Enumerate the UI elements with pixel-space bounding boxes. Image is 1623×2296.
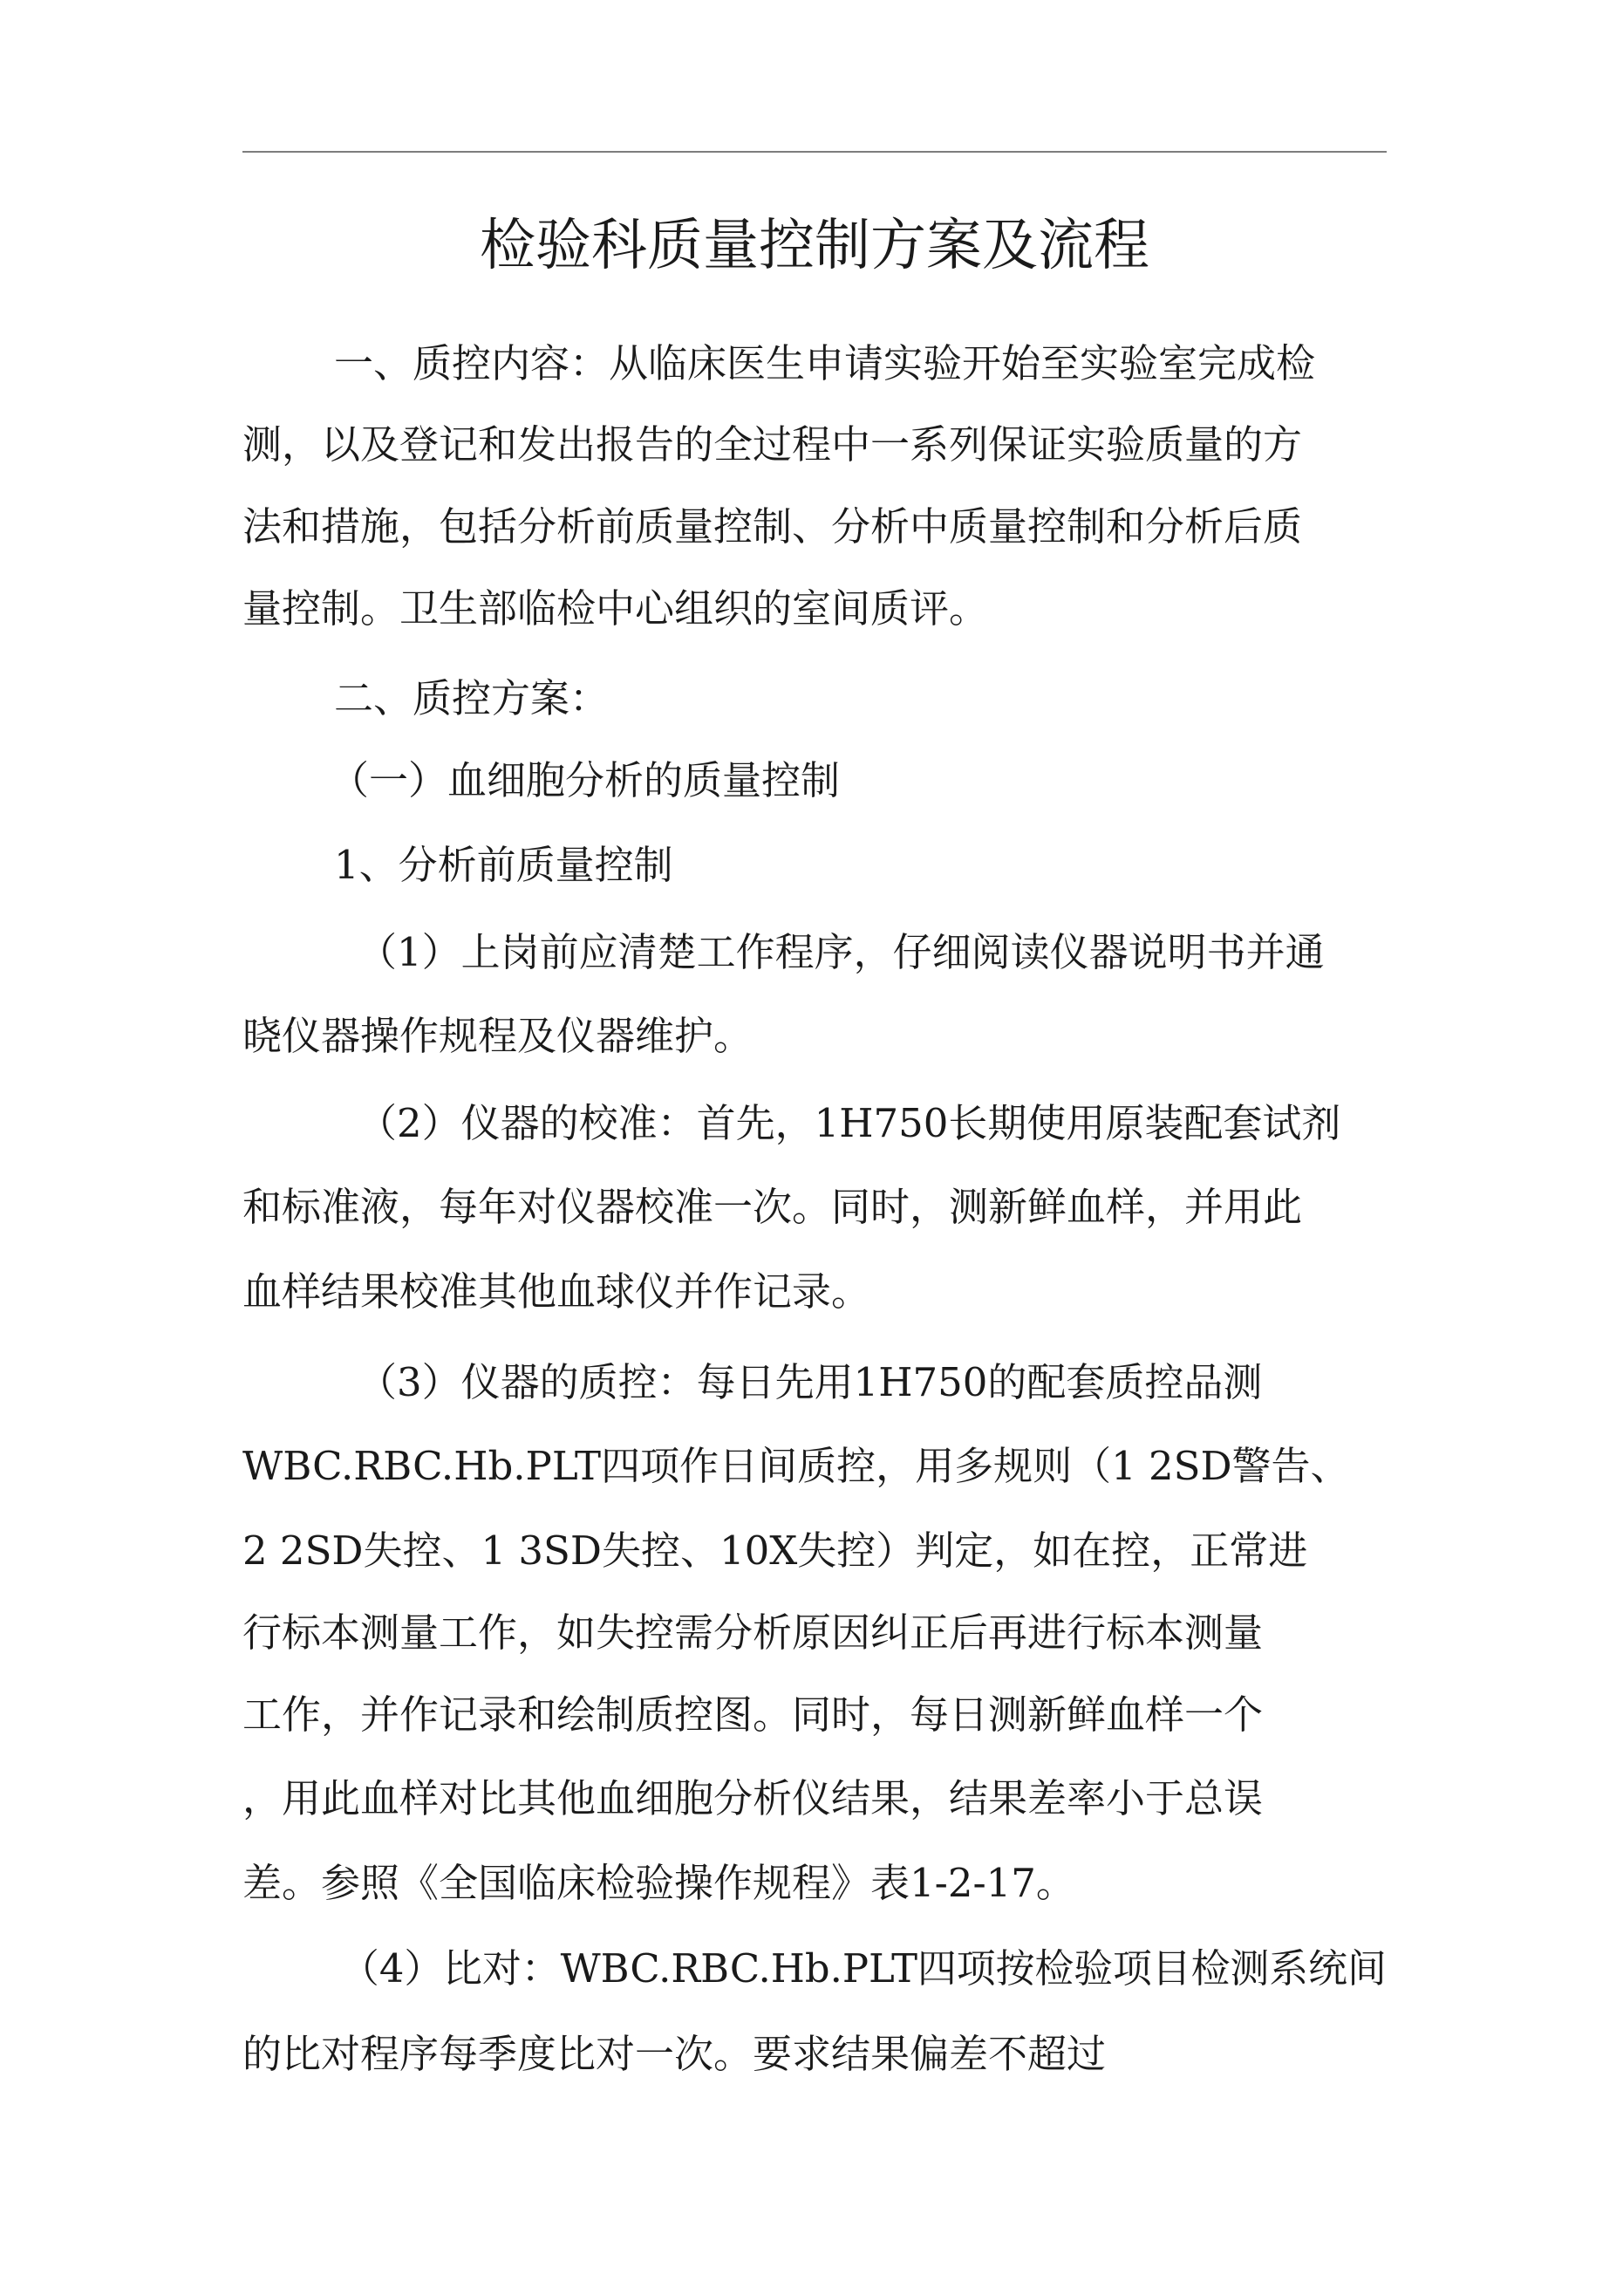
item-heading: 1、分析前质量控制 — [334, 842, 673, 888]
paragraph-line: 血样结果校准其他血球仪并作记录。 — [242, 1268, 871, 1315]
paragraph-line: 一、质控内容：从临床医生申请实验开始至实验室完成检 — [334, 340, 1316, 386]
paragraph-line: 法和措施，包括分析前质量控制、分析中质量控制和分析后质 — [242, 503, 1303, 550]
paragraph-line: 工作，并作记录和绘制质控图。同时，每日测新鲜血样一个 — [242, 1691, 1264, 1738]
paragraph-line: 差。参照《全国临床检验操作规程》表1-2-17。 — [242, 1860, 1075, 1906]
paragraph-line: （1）上岗前应清楚工作程序，仔细阅读仪器说明书并通 — [358, 929, 1325, 975]
subsection-heading: （一）血细胞分析的质量控制 — [330, 757, 841, 803]
section-heading: 二、质控方案： — [334, 675, 610, 721]
page-title: 检验科质量控制方案及流程 — [480, 214, 1149, 278]
paragraph-line: ，用此血样对比其他血细胞分析仪结果，结果差率小于总误 — [242, 1775, 1264, 1821]
paragraph-line: 量控制。卫生部临检中心组织的室间质评。 — [242, 585, 989, 632]
paragraph-line: WBC.RBC.Hb.PLT四项作日间质控，用多规则（1 2SD警告、 — [242, 1443, 1350, 1489]
paragraph-line: 行标本测量工作，如失控需分析原因纠正后再进行标本测量 — [242, 1609, 1264, 1656]
paragraph-line: 的比对程序每季度比对一次。要求结果偏差不超过 — [242, 2031, 1107, 2077]
paragraph-line: （2）仪器的校准：首先，1H750长期使用原装配套试剂 — [358, 1100, 1341, 1146]
paragraph-line: 晓仪器操作规程及仪器维护。 — [242, 1013, 754, 1059]
paragraph-line: 和标准液，每年对仪器校准一次。同时，测新鲜血样，并用此 — [242, 1184, 1303, 1230]
paragraph-line: 2 2SD失控、1 3SD失控、10X失控）判定，如在控，正常进 — [242, 1527, 1308, 1574]
paragraph-line: （4）比对：WBC.RBC.Hb.PLT四项按检验项目检测系统间 — [340, 1945, 1387, 1992]
header-rule — [242, 151, 1387, 153]
paragraph-line: 测，以及登记和发出报告的全过程中一系列保证实验质量的方 — [242, 421, 1303, 468]
paragraph-line: （3）仪器的质控：每日先用1H750的配套质控品测 — [358, 1359, 1263, 1405]
